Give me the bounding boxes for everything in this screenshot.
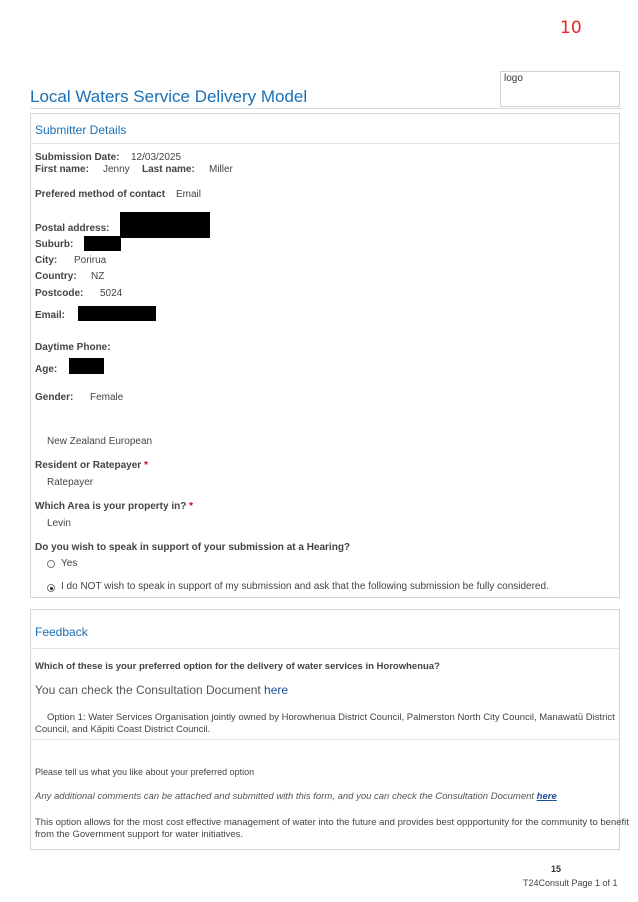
page-title: Local Waters Service Delivery Model: [30, 87, 308, 106]
city-value: Porirua: [74, 255, 107, 266]
age-label: Age:: [35, 364, 58, 375]
likes-answer-line-1: This option allows for the most cost effective management of water into the future and provides best oppportunity for the community to benefit: [35, 817, 629, 828]
title-divider: [30, 108, 622, 109]
email-redaction: [78, 306, 156, 321]
submitter-details-panel: [30, 113, 620, 598]
required-marker: *: [143, 460, 148, 471]
suburb-label: Suburb:: [35, 239, 74, 250]
hearing-no-radio[interactable]: [47, 584, 55, 592]
postal-address-redaction: [120, 212, 210, 238]
property-area-value: Levin: [47, 518, 71, 529]
city-label: City:: [35, 255, 58, 266]
first-name-label: First name:: [35, 164, 89, 175]
first-name-value: Jenny: [103, 164, 130, 175]
footer-source: T24Consult Page 1 of 1: [523, 878, 618, 888]
likes-label: Please tell us what you like about your preferred option: [35, 767, 255, 777]
suburb-redaction: [84, 236, 121, 251]
last-name-value: Miller: [209, 164, 233, 175]
gender-label: Gender:: [35, 392, 74, 403]
postcode-label: Postcode:: [35, 288, 84, 299]
gender-value: Female: [90, 392, 124, 403]
submitter-details-heading: Submitter Details: [35, 123, 127, 137]
likes-answer-line-2: from the Government support for water initiatives.: [35, 829, 244, 840]
option-answer-line-1: Option 1: Water Services Organisation jointly owned by Horowhenua District Council, Palmerston North City Council, Manawatū District: [47, 712, 615, 723]
contact-method-label: Prefered method of contact: [35, 189, 166, 200]
daytime-phone-label: Daytime Phone:: [35, 342, 111, 353]
submission-date-value: 12/03/2025: [131, 152, 182, 163]
hearing-question: Do you wish to speak in support of your submission at a Hearing?: [35, 542, 351, 553]
logo-placeholder: logo: [500, 71, 620, 107]
answer-divider: [31, 739, 619, 740]
required-marker: *: [189, 501, 194, 512]
age-redaction: [69, 358, 104, 374]
comments-note: Any additional comments can be attached and submitted with this form, and you can check the Consultation Document here: [35, 791, 557, 802]
resident-ratepayer-label: Resident or Ratepayer *: [35, 460, 148, 471]
hearing-yes-label: Yes: [61, 558, 78, 569]
resident-ratepayer-value: Ratepayer: [47, 477, 94, 488]
ethnicity-value: New Zealand European: [47, 436, 153, 447]
preferred-option-question: Which of these is your preferred option for the delivery of water services in Horowhenua?: [35, 661, 440, 672]
contact-method-value: Email: [176, 189, 202, 200]
footer-page-number: 15: [551, 864, 562, 874]
comments-document-link[interactable]: here: [536, 791, 557, 802]
country-label: Country:: [35, 271, 77, 282]
postal-address-label: Postal address:: [35, 223, 110, 234]
consultation-document-text: You can check the Consultation Document here: [35, 683, 289, 697]
postcode-value: 5024: [100, 288, 123, 299]
submission-date-label: Submission Date:: [35, 152, 120, 163]
consultation-document-link[interactable]: here: [264, 683, 289, 697]
feedback-panel: [30, 609, 629, 850]
country-value: NZ: [91, 271, 105, 282]
page-number-annotation: 10: [560, 18, 582, 38]
property-area-label: Which Area is your property in? *: [35, 501, 194, 512]
last-name-label: Last name:: [142, 164, 195, 175]
panel-divider: [31, 648, 619, 649]
email-label: Email:: [35, 310, 66, 321]
option-answer-line-2: Council, and Kāpiti Coast District Council.: [35, 724, 211, 735]
hearing-no-label: I do NOT wish to speak in support of my submission and ask that the following submission be fully considered.: [61, 581, 549, 592]
feedback-heading: Feedback: [35, 625, 88, 639]
panel-divider: [31, 143, 619, 144]
hearing-yes-radio[interactable]: [47, 560, 55, 568]
